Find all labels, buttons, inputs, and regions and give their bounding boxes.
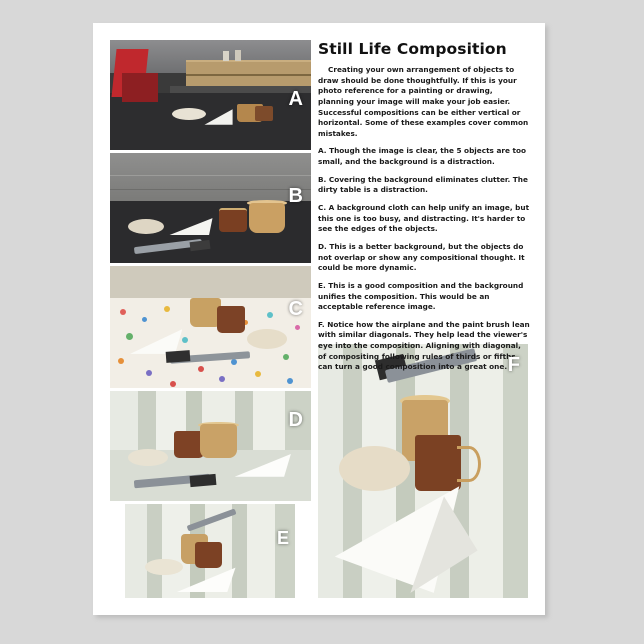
photo-e-stripe [275, 504, 295, 598]
note-e: E. This is a good composition and the background unifies the composition. This would be an acceptable reference image. [318, 280, 524, 312]
photo-e-shell [145, 559, 182, 576]
photo-e-stripe [125, 504, 147, 598]
poster-canvas [93, 23, 545, 615]
photo-f[interactable] [318, 344, 528, 598]
photo-a-bottle-1 [223, 51, 229, 61]
photo-c[interactable] [110, 266, 311, 388]
photo-d[interactable] [110, 391, 311, 501]
note-b: B. Covering the background eliminates clutter. The dirty table is a distraction. [318, 174, 528, 195]
photo-e-mug [195, 542, 222, 568]
photo-c-backdrop [110, 266, 311, 299]
photo-a-red-object-2 [122, 73, 158, 102]
photo-c-pattern-dot [283, 354, 289, 360]
photo-e-stripe [147, 504, 162, 598]
photo-a-bottle-2 [235, 50, 241, 61]
photo-a-mug [255, 106, 273, 121]
photo-c-pattern-dot [219, 376, 225, 382]
photo-b-backdrop [110, 153, 311, 201]
note-d: D. This is a better background, but the objects do not overlap or show any compositional thought. It could be more dynamic. [318, 241, 525, 273]
photo-f-mug-handle [457, 446, 481, 482]
photo-c-paint-brush-head [166, 351, 191, 364]
photo-a-cabinet-line [186, 74, 311, 76]
note-c: C. A background cloth can help unify an image, but this one is too busy, and distracting. It's harder to see the edges of the objects. [318, 203, 530, 234]
page-title: Still Life Composition [318, 40, 507, 58]
photo-d-paint-brush-head [190, 473, 217, 486]
photo-f-stripe [503, 344, 528, 598]
photo-e-stripe [232, 504, 247, 598]
photo-b[interactable] [110, 153, 311, 263]
photo-label-c: C [288, 298, 303, 320]
photo-e-stripe [247, 504, 274, 598]
photo-label-b: B [288, 185, 303, 207]
photo-c-shell [247, 329, 287, 349]
photo-b-panel-line-2 [110, 189, 311, 190]
photo-c-pattern-dot [118, 358, 124, 364]
photo-a[interactable] [110, 40, 311, 150]
photo-b-mug [219, 210, 247, 232]
photo-label-f: F [507, 354, 520, 376]
photo-c-pattern-dot [146, 370, 152, 376]
photo-c-pattern-dot [120, 309, 126, 315]
text-column [318, 40, 530, 380]
photo-e[interactable] [125, 504, 295, 598]
intro-paragraph: Creating your own arrangement of objects to draw should be done thoughtfully. If this is your photo reference for a painting or drawing, planning your image will make your job easier. Successful compositions can be either vertical or horizontal. Some of these examples cover common mistakes. [318, 65, 529, 138]
photo-c-mug [217, 306, 245, 333]
photo-b-panel-line-1 [110, 175, 311, 176]
photo-c-pattern-dot [170, 381, 176, 387]
photo-c-pattern-dot [295, 325, 300, 330]
photo-c-pattern-dot [255, 371, 261, 377]
photo-f-mug [415, 435, 461, 491]
note-a: A. Though the image is clear, the 5 objects are too small, and the background is a distraction. [318, 146, 526, 167]
photo-d-vase [200, 424, 236, 458]
photo-label-e: E [276, 528, 289, 548]
photo-label-a: A [288, 88, 303, 110]
photo-label-d: D [288, 409, 303, 431]
photo-c-pattern-dot [231, 359, 237, 365]
photo-d-shell [128, 449, 168, 466]
photo-b-vase [249, 203, 285, 234]
note-f: F. Notice how the airplane and the paint brush lean with similar diagonals. They help lead the viewer's eye into the composition. Aligning with diagonal, of compositing following rules of thirds or fifths can turn a good composition into a great one. [318, 319, 530, 372]
